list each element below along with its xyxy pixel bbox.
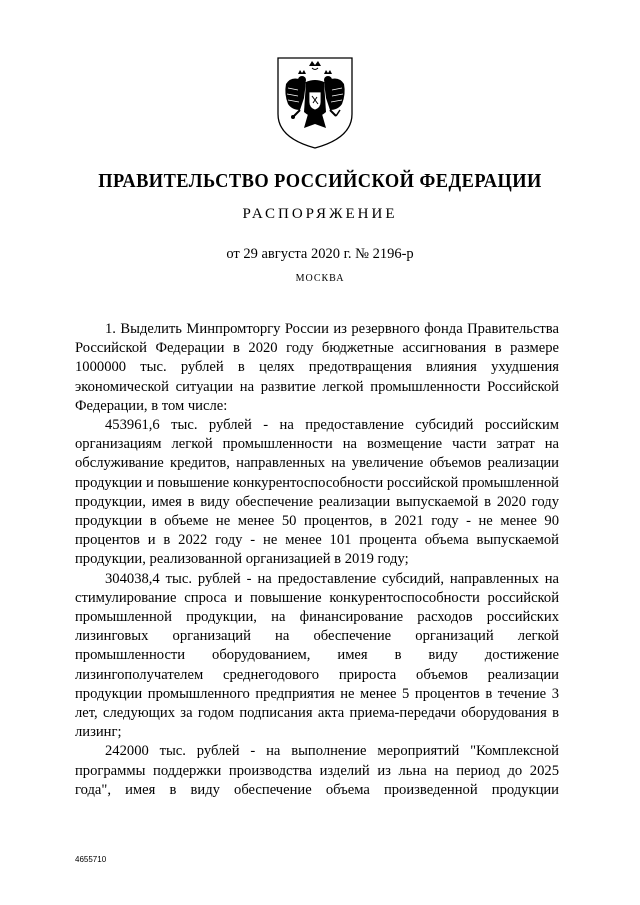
document-type: РАСПОРЯЖЕНИЕ <box>242 206 398 222</box>
paragraph: 242000 тыс. рублей - на выполнение мероприятий "Комплексной программы поддержки производства изделий из льна на период до 2025 года", имея в виду обеспечение объема произведенной продукции <box>75 743 559 798</box>
paragraph: 453961,6 тыс. рублей - на предоставление субсидий российским организациям легкой промышленности на возмещение части затрат на обслуживание кредитов, направленных на увеличение объемов реализации продукции и повышение конкурентоспособности российской промышленной продукции, имея в виду обеспечение реализации выпускаемой в 2020 году продукции в объеме не менее 50 процентов, в 2021 году - не менее 90 процентов и в 2022 году - не менее 101 процента объема выпускаемой продукции, реализованной организацией в 2019 году; <box>75 417 559 568</box>
government-title: ПРАВИТЕЛЬСТВО РОССИЙСКОЙ ФЕДЕРАЦИИ <box>98 170 542 192</box>
paragraph: 1. Выделить Минпромторгу России из резервного фонда Правительства Российской Федерации в 2020 году бюджетные ассигнования в размере 1000000 тыс. рублей в целях предотвращения влияния ухудшения экономической ситуации на развитие легкой промышленности Российской Федерации, в том числе: <box>75 321 559 414</box>
date-and-number: от 29 августа 2020 г. № 2196-р <box>226 246 414 262</box>
paragraph: 304038,4 тыс. рублей - на предоставление субсидий, направленных на стимулирование спроса и повышение конкурентоспособности российской промышленной продукции, на финансирование расходов российских лизинговых организаций на обеспечение организаций легкой промышленности оборудованием, имея в виду достижение лизингополучателем среднегодового прироста объемов реализации продукции промышленного предприятия не менее 5 процентов в течение 3 лет, следующих за годом подписания акта приема-передачи оборудования в лизинг; <box>75 570 559 741</box>
document-body <box>75 320 559 800</box>
document-number: 4655710 <box>75 855 107 864</box>
city: МОСКВА <box>295 273 345 284</box>
russian-coat-of-arms-icon <box>270 52 360 152</box>
